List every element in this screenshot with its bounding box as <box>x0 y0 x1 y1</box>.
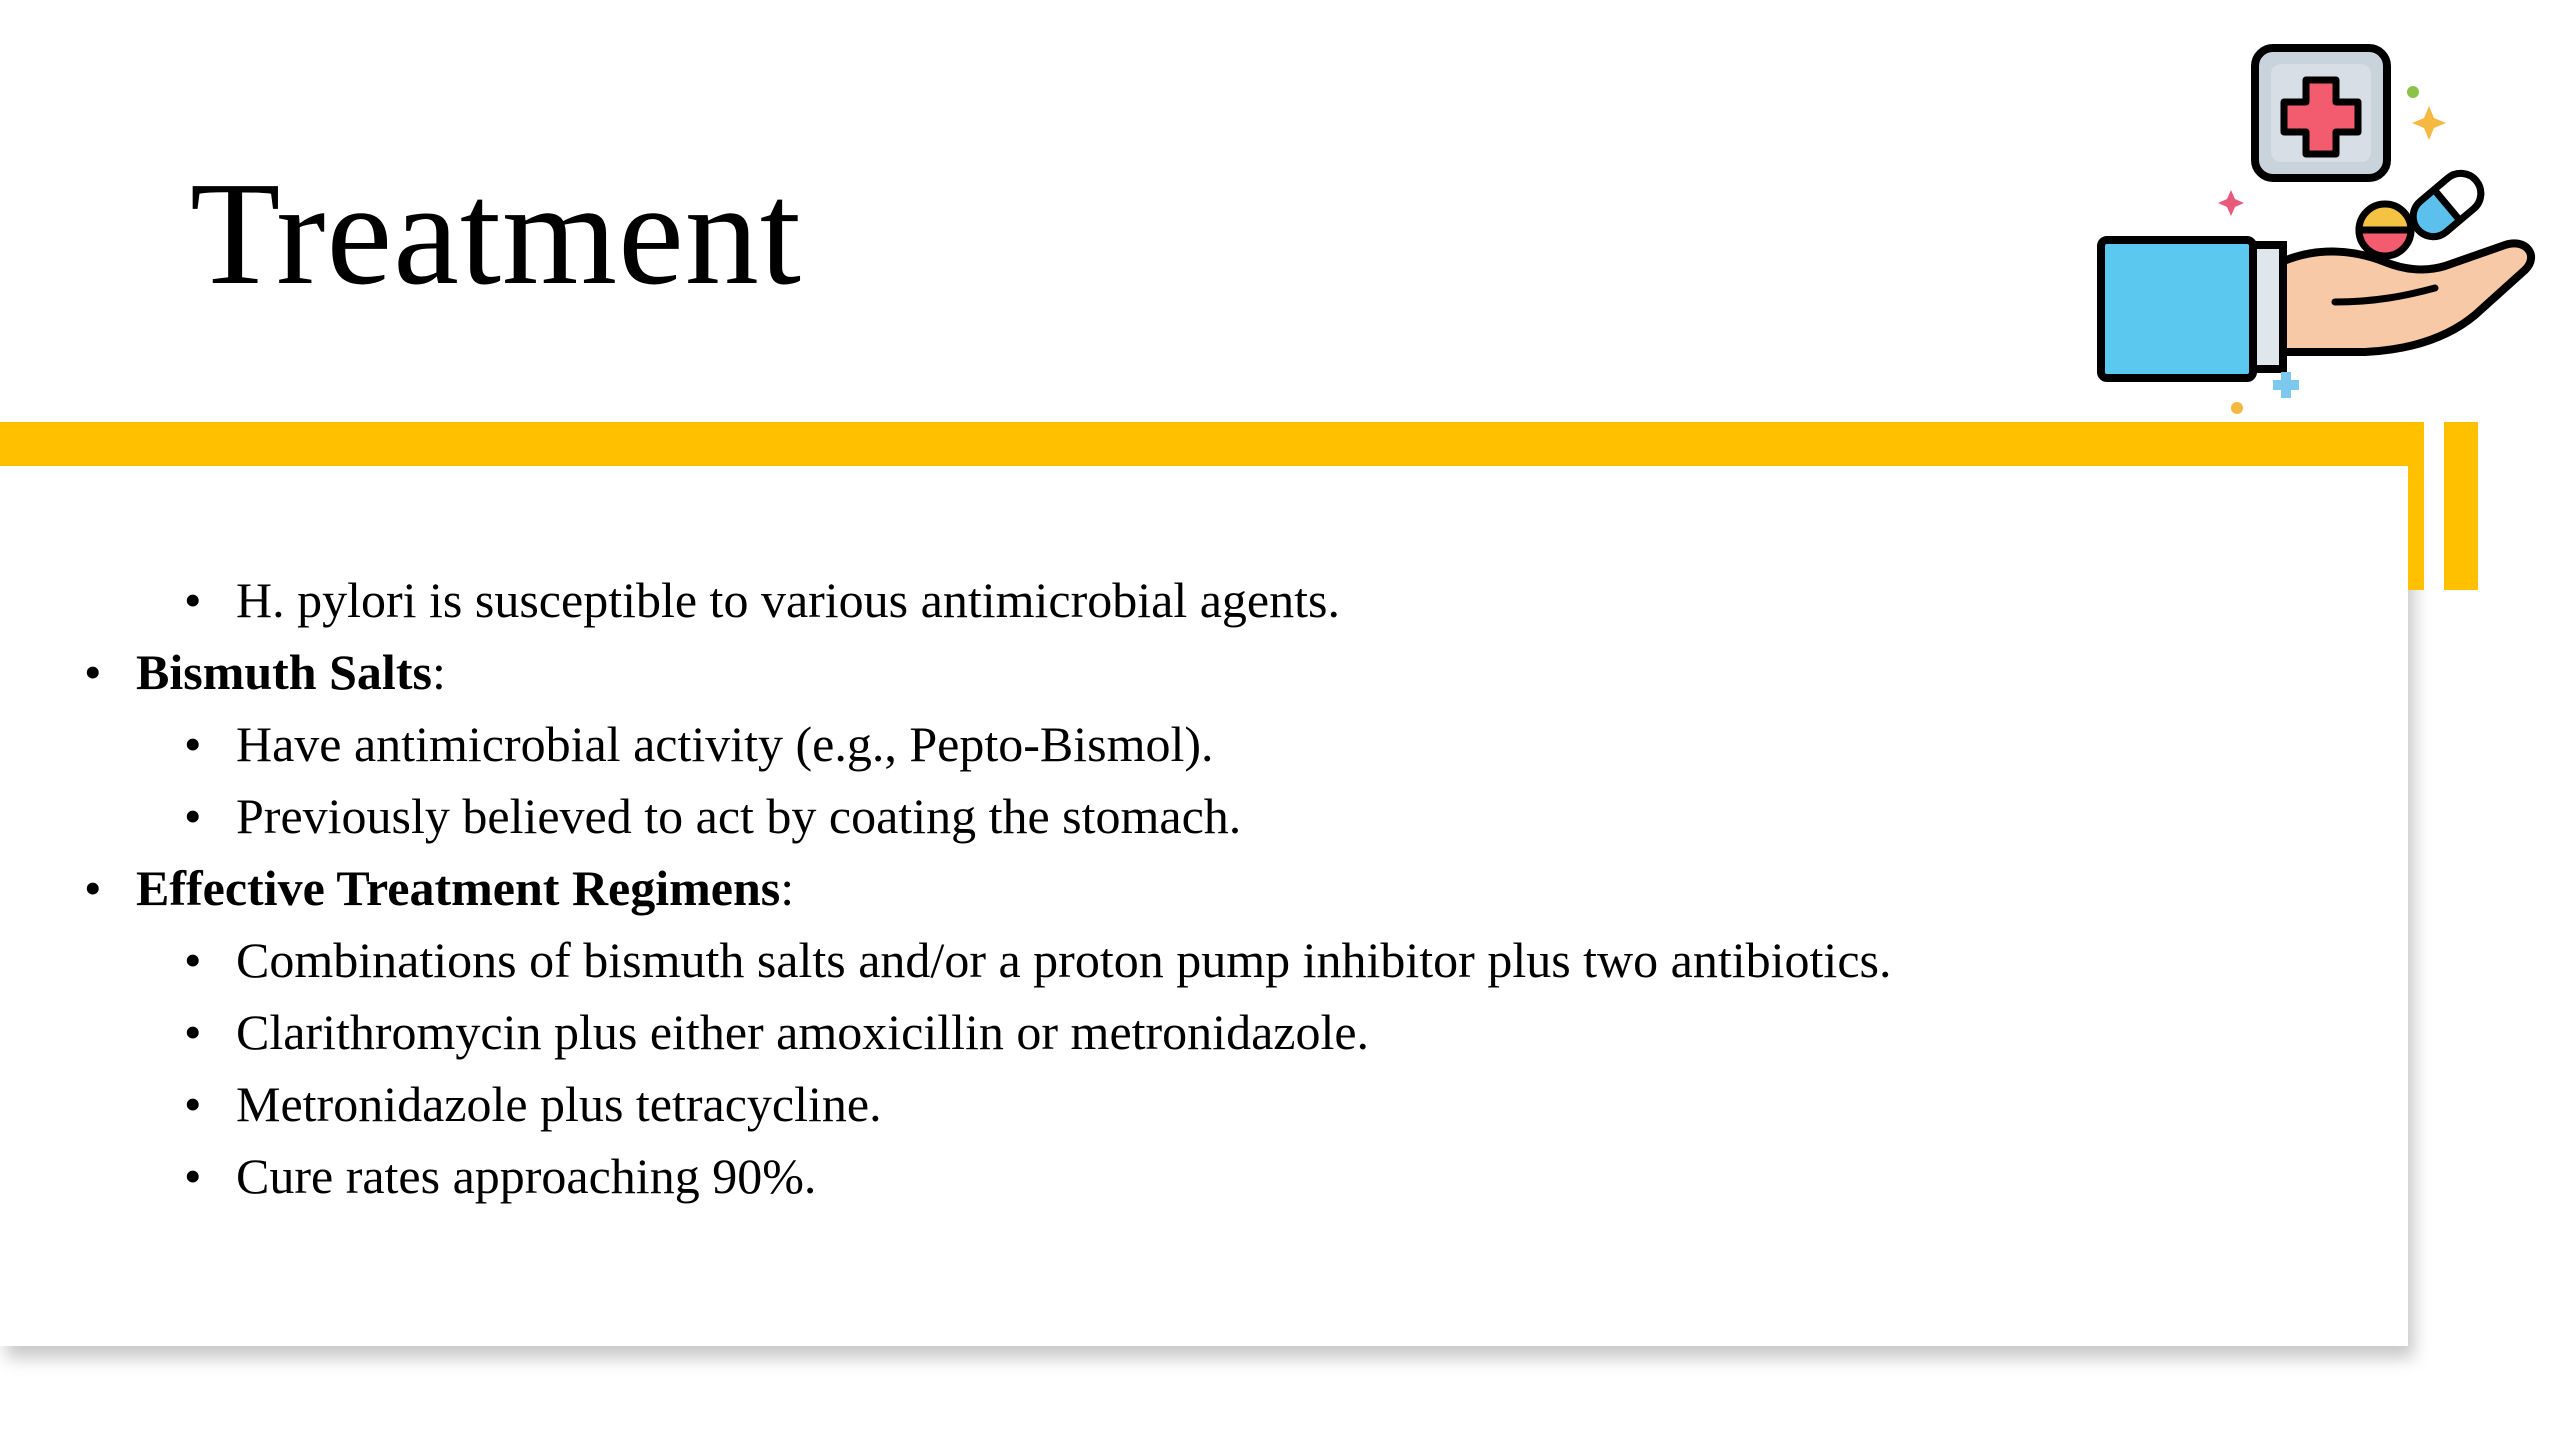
accent-bar <box>0 422 2424 466</box>
bullet-text: H. pylori is susceptible to various antimicrobial agents. <box>236 572 1340 628</box>
bullet-dot: • <box>84 644 102 700</box>
bullet-text: Clarithromycin plus either amoxicillin or metronidazole. <box>236 1004 1370 1060</box>
list-item <box>0 1002 2300 1062</box>
bullet-heading: Bismuth Salts <box>136 644 432 700</box>
bullet-text: Cure rates approaching 90%. <box>236 1148 817 1204</box>
bullet-dot: • <box>184 1004 202 1060</box>
bullet-text <box>136 644 446 700</box>
bullet-list <box>0 570 2300 1218</box>
bullet-dot: • <box>184 572 202 628</box>
bullet-text: Previously believed to act by coating the stomach. <box>236 788 1242 844</box>
bullet-dot: • <box>184 1076 202 1132</box>
bullet-suffix: : <box>780 860 795 916</box>
bullet-dot: • <box>84 860 102 916</box>
bullet-dot: • <box>184 716 202 772</box>
list-item <box>0 714 2300 774</box>
list-item <box>0 930 2300 990</box>
list-item <box>0 858 2300 918</box>
bullet-dot: • <box>184 932 202 988</box>
bullet-text: Have antimicrobial activity (e.g., Pepto-Bismol). <box>236 716 1214 772</box>
bullet-text <box>136 860 794 916</box>
bullet-text: Combinations of bismuth salts and/or a proton pump inhibitor plus two antibiotics. <box>236 932 1892 988</box>
hand-with-medicine-icon <box>2085 40 2545 430</box>
slide-title: Treatment <box>190 152 802 316</box>
bullet-heading: Effective Treatment Regimens <box>136 860 781 916</box>
list-item <box>0 1146 2300 1206</box>
list-item <box>0 786 2300 846</box>
bullet-suffix: : <box>431 644 446 700</box>
list-item <box>0 1074 2300 1134</box>
bullet-dot: • <box>184 1148 202 1204</box>
list-item <box>0 570 2300 630</box>
bullet-dot: • <box>184 788 202 844</box>
accent-vertical-bar <box>2408 422 2424 590</box>
bullet-text: Metronidazole plus tetracycline. <box>236 1076 882 1132</box>
accent-vertical-bar <box>2444 422 2478 590</box>
list-item <box>0 642 2300 702</box>
